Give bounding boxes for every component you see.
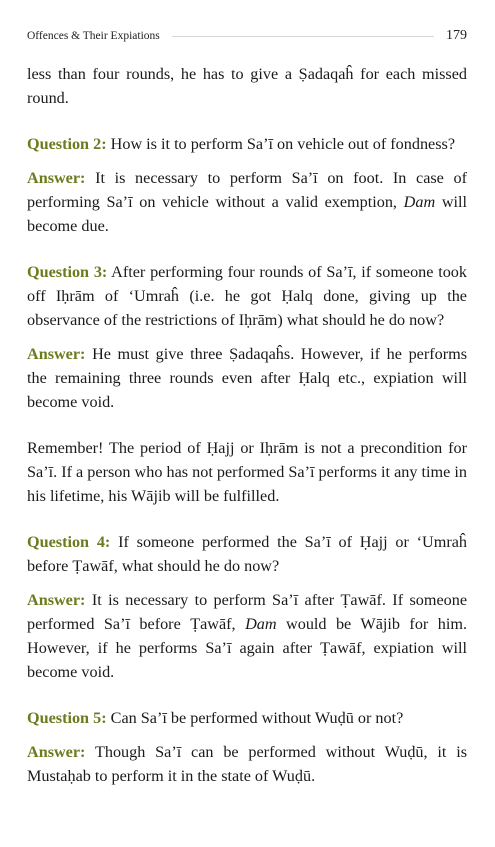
question-text: If someone performed the Sa’ī of Ḥajj or ‘Umraĥ before Ṭawāf, what should he do now? <box>27 533 467 575</box>
answer-text: Though Sa’ī can be performed without Wuḍū, it is Mustaḥab to perform it in the state of Wuḍū. <box>27 743 467 785</box>
header-rule <box>172 36 434 37</box>
answer-text: He must give three Ṣadaqaĥs. However, if he performs the remaining three rounds even after Ḥalq etc., expiation will become void. <box>27 345 467 411</box>
answer-label: Answer: <box>27 591 86 609</box>
answer-3 <box>27 342 467 414</box>
remember-paragraph <box>27 436 467 508</box>
question-label: Question 3: <box>27 263 108 281</box>
question-5 <box>27 706 467 730</box>
answer-text: It is necessary to perform Sa’ī on foot. In case of performing Sa’ī on vehicle without a valid exemption, <box>27 169 467 211</box>
page-body <box>27 62 467 788</box>
question-2 <box>27 132 467 156</box>
answer-italic-term: Dam <box>403 193 436 211</box>
answer-label: Answer: <box>27 169 86 187</box>
answer-2 <box>27 166 467 238</box>
question-4 <box>27 530 467 578</box>
answer-text-cont: would be Wājib for him. However, if he performs Sa’ī again after Ṭawāf, expiation will become void. <box>27 615 467 681</box>
question-text: Can Sa’ī be performed without Wuḍū or not? <box>110 709 404 727</box>
page-number: 179 <box>446 28 467 43</box>
running-header <box>27 26 467 46</box>
question-label: Question 5: <box>27 709 107 727</box>
answer-label: Answer: <box>27 345 86 363</box>
continuation-paragraph <box>27 62 467 110</box>
paragraph-text: Remember! The period of Ḥajj or Iḥrām is not a precondition for Sa’ī. If a person who has not performed Sa’ī performs it any time in his lifetime, his Wājib will be fulfilled. <box>27 439 467 505</box>
question-text: After performing four rounds of Sa’ī, if someone took off Iḥrām of ‘Umraĥ (i.e. he got Ḥalq done, giving up the observance of the restrictions of Iḥrām) what should he do now? <box>27 263 467 329</box>
paragraph-text: less than four rounds, he has to give a Ṣadaqaĥ for each missed round. <box>27 65 467 107</box>
answer-text: It is necessary to perform Sa’ī after Ṭawāf. If someone performed Sa’ī before Ṭawāf, <box>27 591 468 633</box>
answer-text-cont: will become due. <box>27 193 468 235</box>
question-text: How is it to perform Sa’ī on vehicle out of fondness? <box>110 135 456 153</box>
running-title: Offences & Their Expiations <box>27 30 160 42</box>
question-3 <box>27 260 467 332</box>
answer-italic-term: Dam <box>245 615 277 633</box>
question-label: Question 4: <box>27 533 111 551</box>
answer-label: Answer: <box>27 743 86 761</box>
question-label: Question 2: <box>27 135 107 153</box>
answer-5 <box>27 740 467 788</box>
answer-4 <box>27 588 467 684</box>
